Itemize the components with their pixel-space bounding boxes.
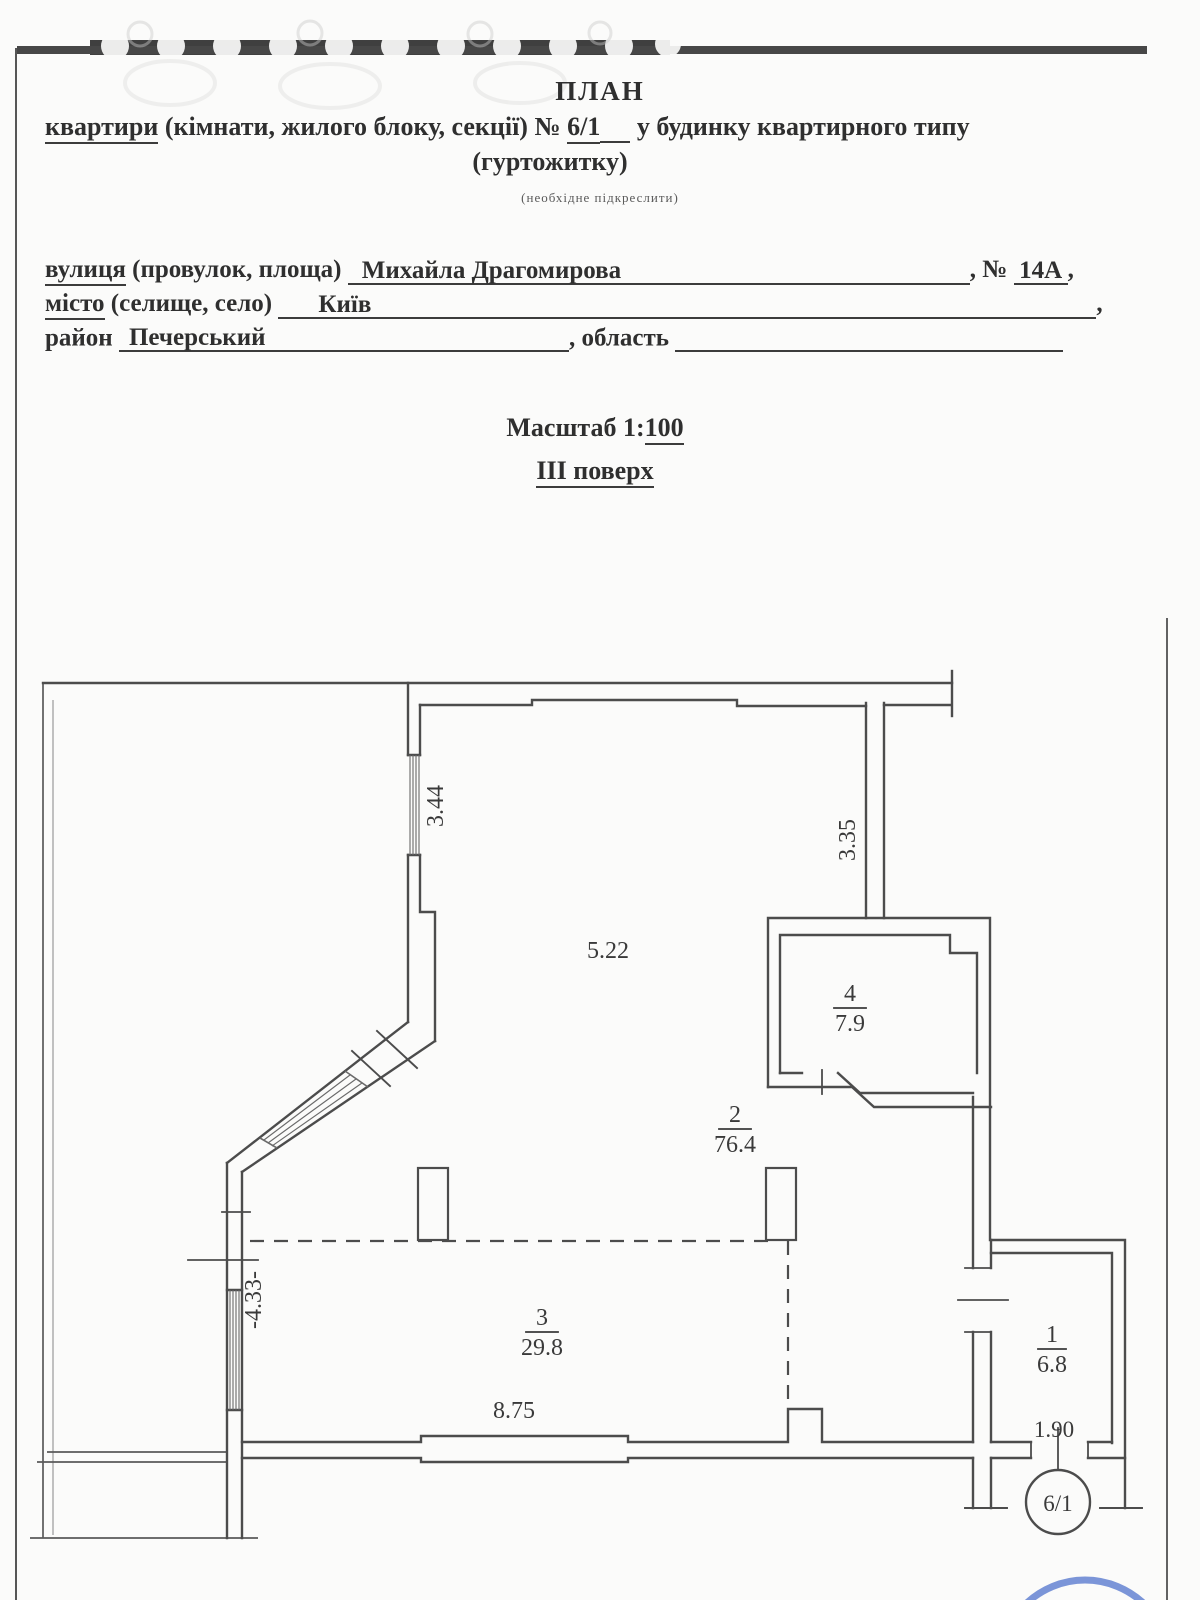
unit-badge (1026, 1470, 1090, 1534)
outer-boundary-lines (30, 618, 1167, 1600)
stamp-arc (997, 1580, 1173, 1600)
city-word: місто (45, 290, 105, 320)
street-tail-comma: , (1067, 256, 1074, 283)
street-rest: (провулок, площа) (125, 256, 342, 283)
city-value-blank (278, 291, 1096, 319)
room-1-number: 1 (1046, 1322, 1058, 1348)
subtitle-post: у будинку квартирного типу (630, 112, 970, 141)
unit-badge-label: 6/1 (1043, 1491, 1073, 1516)
room-3-area: 29.8 (521, 1335, 563, 1361)
floor-line-text: ІІІ поверх (536, 456, 653, 488)
street-no-value: 14А (1019, 256, 1063, 284)
subtitle-line-2 (0, 147, 1100, 177)
street-value-blank (348, 257, 970, 285)
room-4-number: 4 (844, 981, 856, 1007)
subtitle-word-apartment: квартири (45, 112, 158, 144)
dim-1-90: 1.90 (1033, 1417, 1075, 1442)
room-4-area: 7.9 (835, 1011, 865, 1037)
scale-label: Масштаб 1: (506, 413, 645, 442)
street-no-label: , № (969, 256, 1008, 283)
dormitory-text: (гуртожитку) (472, 147, 628, 176)
pillars (418, 1168, 796, 1240)
floor-line (0, 456, 1190, 486)
district-value: Печерський (128, 324, 266, 351)
street-no-blank (1014, 257, 1068, 285)
apartment-walls (43, 671, 1142, 1538)
street-value: Михайла Драгомирова (361, 256, 622, 284)
pillar-left (418, 1168, 448, 1240)
city-value: Київ (318, 290, 372, 318)
scale-line (0, 413, 1190, 443)
dim-3-35: 3.35 (835, 819, 861, 861)
apartment-number: 6/1 (567, 112, 600, 144)
room-1-area: 6.8 (1037, 1352, 1067, 1378)
dashed-lines (250, 1241, 788, 1407)
dim-5-22: 5.22 (587, 938, 629, 964)
dim-3-44: 3.44 (423, 785, 449, 827)
dim-4-33: -4.33- (241, 1271, 267, 1329)
subtitle-mid: (кімнати, жилого блоку, секції) № (158, 112, 568, 141)
region-value-blank (675, 324, 1063, 352)
apartment-number-blank (600, 114, 630, 143)
street-word: вулиця (45, 256, 126, 286)
room-3-label (521, 1305, 563, 1361)
district-line (45, 324, 1063, 352)
scale-value: 100 (645, 413, 684, 445)
room-2-label (714, 1102, 756, 1158)
dimension-labels (241, 785, 1074, 1442)
city-line (45, 290, 1103, 319)
street-line (45, 256, 1074, 285)
room-3-number: 3 (536, 1305, 548, 1331)
city-rest: (селище, село) (104, 290, 273, 317)
room-1-label (1037, 1322, 1067, 1378)
room-2-area: 76.4 (714, 1132, 756, 1158)
underline-note (0, 190, 1200, 206)
room-2-number: 2 (729, 1102, 741, 1128)
subtitle-line (45, 112, 970, 143)
region-label: , область (568, 324, 669, 352)
pillar-right (766, 1168, 796, 1240)
district-label: район (45, 324, 113, 352)
dim-8-75: 8.75 (493, 1398, 535, 1424)
room-4-label (834, 981, 866, 1037)
page-title (0, 76, 1200, 107)
page-title-text: ПЛАН (555, 76, 645, 106)
city-comma: , (1096, 290, 1103, 317)
underline-note-text: (необхідне підкреслити) (521, 190, 679, 205)
district-value-blank (119, 324, 569, 352)
